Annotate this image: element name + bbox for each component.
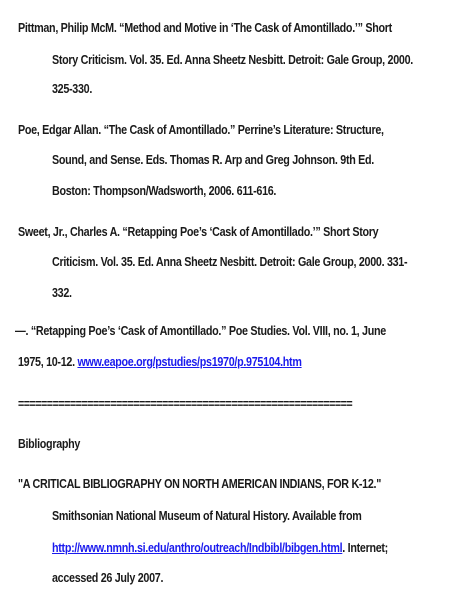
nmnh-link[interactable]: http://www.nmnh.si.edu/anthro/outreach/Indbibl/bibgen.html — [52, 541, 343, 555]
entry-poe-line-1: Poe, Edgar Allan. “The Cask of Amontillado.” Perrine’s Literature: Structure, — [18, 123, 384, 137]
entry-pittman-line-2: Story Criticism. Vol. 35. Ed. Anna Sheetz Nesbitt. Detroit: Gale Group, 2000. — [52, 53, 413, 67]
bibliography-internet-text: . Internet; — [342, 541, 388, 555]
bibliography-line-2: Smithsonian National Museum of Natural History. Available from — [52, 509, 362, 523]
entry-pittman-line-1: Pittman, Philip McM. “Method and Motive in ‘The Cask of Amontillado.’” Short — [18, 21, 392, 35]
entry-sweet-line-3: 332. — [52, 286, 72, 300]
entry-dash-line-1: —. “Retapping Poe’s ‘Cask of Amontillado.” Poe Studies. Vol. VIII, no. 1, June — [15, 324, 386, 338]
bibliography-line-4: accessed 26 July 2007. — [52, 571, 164, 585]
eapoe-link[interactable]: www.eapoe.org/pstudies/ps1970/p.975104.htm — [77, 355, 302, 369]
bibliography-line-1: "A CRITICAL BIBLIOGRAPHY ON NORTH AMERICAN INDIANS, FOR K-12." — [18, 477, 382, 491]
bibliography-heading: Bibliography — [18, 437, 81, 451]
entry-pittman-line-3: 325-330. — [52, 82, 93, 96]
entry-poe-line-2: Sound, and Sense. Eds. Thomas R. Arp and Greg Johnson. 9th Ed. — [52, 153, 375, 167]
entry-sweet-line-1: Sweet, Jr., Charles A. “Retapping Poe’s ‘Cask of Amontillado.’” Short Story — [18, 225, 379, 239]
entry-dash-text: 1975, 10-12. — [18, 355, 78, 369]
entry-sweet-line-2: Criticism. Vol. 35. Ed. Anna Sheetz Nesbitt. Detroit: Gale Group, 2000. 331- — [52, 255, 408, 269]
entry-poe-line-3: Boston: Thompson/Wadsworth, 2006. 611-616. — [52, 184, 277, 198]
separator-line: ========================================================== — [18, 397, 353, 411]
bibliography-line-3 — [52, 540, 388, 556]
entry-dash-line-2 — [18, 354, 302, 370]
